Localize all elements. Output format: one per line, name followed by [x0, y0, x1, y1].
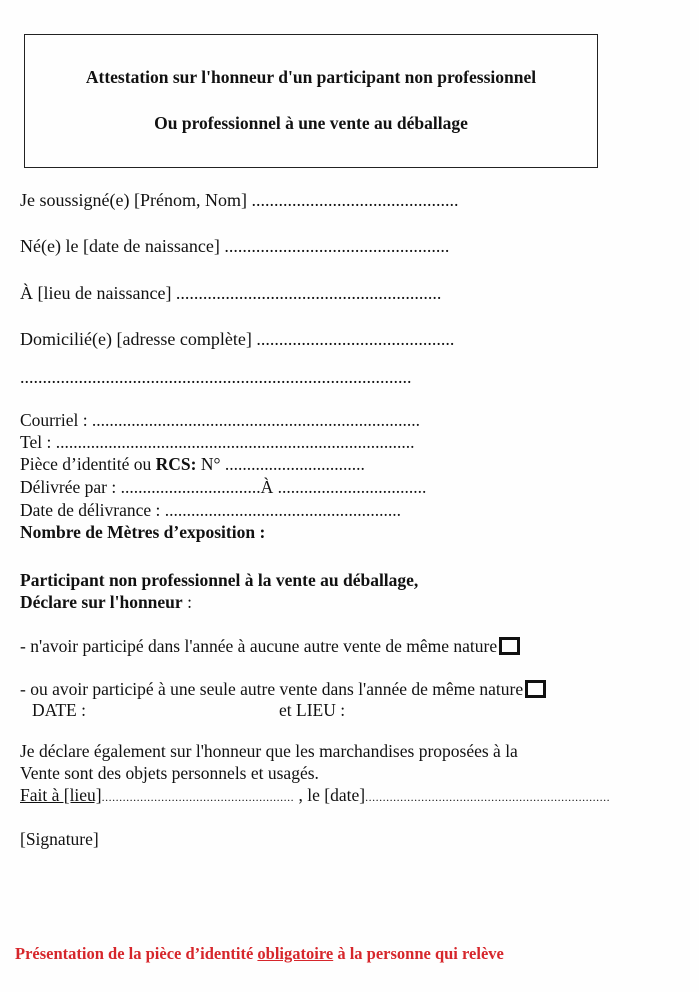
email-field[interactable]: Courriel : ........................................................................... — [20, 410, 421, 430]
declaration-heading-2 — [20, 592, 192, 613]
statement-line-2: Vente sont des objets personnels et usagés. — [20, 763, 319, 783]
lieu-label: et LIEU : — [279, 700, 346, 720]
issued-by-prefix: Délivrée par : ................................ — [20, 477, 261, 497]
option-1 — [20, 636, 520, 657]
fait-place-dots[interactable]: ....................................................... — [101, 790, 295, 804]
fait-line[interactable] — [20, 785, 610, 806]
statement-line-1: Je déclare également sur l'honneur que les marchandises proposées à la — [20, 741, 518, 761]
option-1-label: - n'avoir participé dans l'année à aucune autre vente de même nature — [20, 636, 498, 656]
title-line-2: Ou professionnel à une vente au déballage — [154, 113, 468, 133]
issued-by-field[interactable] — [20, 477, 426, 498]
declaration-heading-2-bold: Déclare sur l'honneur — [20, 592, 183, 612]
address-continuation-field[interactable]: ....................................................................................... — [20, 367, 412, 387]
fait-date-dots[interactable]: ...................................................................... — [365, 790, 611, 804]
id-notice-emphasis: obligatoire — [257, 944, 334, 963]
id-notice-prefix: Présentation de la pièce d’identité — [15, 944, 258, 963]
option-2-label: - ou avoir participé à une seule autre vente dans l'année de même nature — [20, 679, 524, 699]
name-field[interactable]: Je soussigné(e) [Prénom, Nom] .............................................. — [20, 190, 459, 210]
fait-place-label: Fait à [lieu] — [20, 785, 102, 805]
declaration-heading-1: Participant non professionnel à la vente au déballage, — [20, 570, 419, 590]
phone-field[interactable]: Tel : .................................................................................. — [20, 432, 415, 452]
id-notice-suffix: à la personne qui relève — [333, 944, 504, 963]
id-notice — [15, 944, 504, 964]
option-2 — [20, 679, 546, 700]
id-prefix: Pièce d’identité ou — [20, 454, 156, 474]
meters-label: Nombre de Mètres d’exposition : — [20, 522, 266, 542]
option-1-checkbox[interactable] — [499, 637, 520, 655]
id-number-field[interactable] — [20, 454, 365, 475]
id-suffix: N° ................................ — [196, 454, 365, 474]
date-label: DATE : — [32, 700, 86, 720]
issue-date-field[interactable]: Date de délivrance : ...................................................... — [20, 500, 402, 520]
birth-place-field[interactable]: À [lieu de naissance] ........................................................... — [20, 283, 442, 303]
fait-date-label: , le [date] — [294, 785, 366, 805]
signature-label: [Signature] — [20, 829, 99, 849]
address-field[interactable]: Domicilié(e) [adresse complète] ............................................ — [20, 329, 455, 349]
issued-by-at: À — [260, 477, 274, 497]
title-box — [24, 34, 598, 168]
title-line-1: Attestation sur l'honneur d'un participant non professionnel — [85, 67, 537, 87]
declaration-heading-2-rest: : — [182, 592, 192, 612]
birth-date-field[interactable]: Né(e) le [date de naissance] .................................................. — [20, 236, 450, 256]
id-rcs-label: RCS: — [155, 454, 197, 474]
issued-by-suffix: .................................. — [273, 477, 427, 497]
option-2-checkbox[interactable] — [525, 680, 546, 698]
